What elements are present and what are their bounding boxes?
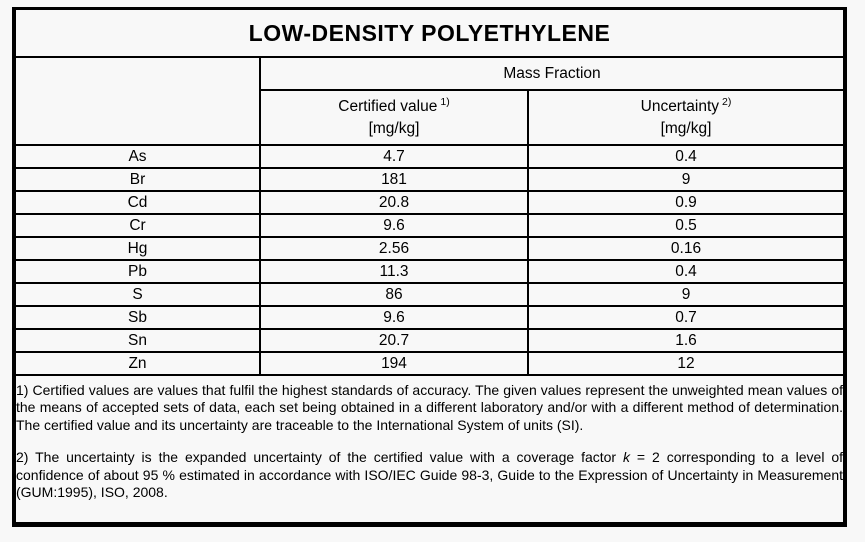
column-header-uncertainty	[528, 90, 843, 145]
uncertainty-cell: 9	[528, 168, 843, 191]
title-row	[16, 10, 843, 57]
certified-value-cell: 181	[260, 168, 528, 191]
footnotes-cell	[16, 375, 843, 522]
mass-fraction-group-header: Mass Fraction	[260, 57, 843, 90]
certificate-table	[16, 10, 843, 522]
certified-value-cell: 4.7	[260, 145, 528, 168]
uncertainty-cell: 0.9	[528, 191, 843, 214]
element-cell: Br	[16, 168, 260, 191]
table-row	[16, 352, 843, 375]
element-cell: Cr	[16, 214, 260, 237]
uncertainty-cell: 0.4	[528, 145, 843, 168]
uncertainty-cell: 0.5	[528, 214, 843, 237]
certified-value-cell: 86	[260, 283, 528, 306]
certified-value-cell: 20.7	[260, 329, 528, 352]
footnote-ref-2: 2)	[722, 95, 732, 108]
table-row	[16, 237, 843, 260]
certified-value-cell: 2.56	[260, 237, 528, 260]
element-cell: Sb	[16, 306, 260, 329]
certified-value-cell: 9.6	[260, 214, 528, 237]
table-row	[16, 260, 843, 283]
element-cell: Hg	[16, 237, 260, 260]
certified-value-label: Certified value $^{1)}$	[338, 95, 450, 115]
table-row	[16, 329, 843, 352]
certified-value-cell: 194	[260, 352, 528, 375]
footnotes-row	[16, 375, 843, 522]
uncertainty-unit: [mg/kg]	[660, 120, 712, 137]
uncertainty-cell: 12	[528, 352, 843, 375]
certified-value-cell: 20.8	[260, 191, 528, 214]
column-header-certified-value	[260, 90, 528, 145]
uncertainty-cell: 9	[528, 283, 843, 306]
element-cell: Sn	[16, 329, 260, 352]
certified-value-cell: 11.3	[260, 260, 528, 283]
footnote-2: 2) The uncertainty is the expanded uncertainty of the certified value with a coverage factor k = 2 corresponding to a level of confidence of about 95 % estimated in accordance with ISO/IEC Guide 98-3, Guide to the Expression of Uncertainty in Measurement (GUM:1995), ISO, 2008.	[16, 449, 844, 500]
table-row	[16, 283, 843, 306]
footnote-ref-1: 1)	[440, 95, 450, 108]
element-cell: Pb	[16, 260, 260, 283]
table-row	[16, 191, 843, 214]
certified-value-unit: [mg/kg]	[368, 120, 420, 137]
table-row	[16, 306, 843, 329]
element-cell: As	[16, 145, 260, 168]
table-row	[16, 168, 843, 191]
uncertainty-cell: 1.6	[528, 329, 843, 352]
element-cell: Zn	[16, 352, 260, 375]
certified-value-cell: 9.6	[260, 306, 528, 329]
uncertainty-label: Uncertainty $^{2)}$	[640, 95, 732, 115]
element-column-header-empty	[16, 57, 260, 145]
table-row	[16, 145, 843, 168]
group-header-row	[16, 57, 843, 90]
coverage-factor-k: k	[623, 449, 630, 465]
uncertainty-cell: 0.7	[528, 306, 843, 329]
material-title: LOW-DENSITY POLYETHYLENE	[16, 10, 843, 57]
element-cell: S	[16, 283, 260, 306]
table-row	[16, 214, 843, 237]
footnote-1: 1) Certified values are values that fulfil the highest standards of accuracy. The given values represent the unweighted mean values of the means of accepted sets of data, each set being obtained in a different laboratory and/or with a different method of determination. The certified value and its uncertainty are traceable to the International System of units (SI).	[16, 381, 844, 433]
uncertainty-cell: 0.16	[528, 237, 843, 260]
element-cell: Cd	[16, 191, 260, 214]
uncertainty-cell: 0.4	[528, 260, 843, 283]
certificate-table-frame	[12, 7, 847, 527]
